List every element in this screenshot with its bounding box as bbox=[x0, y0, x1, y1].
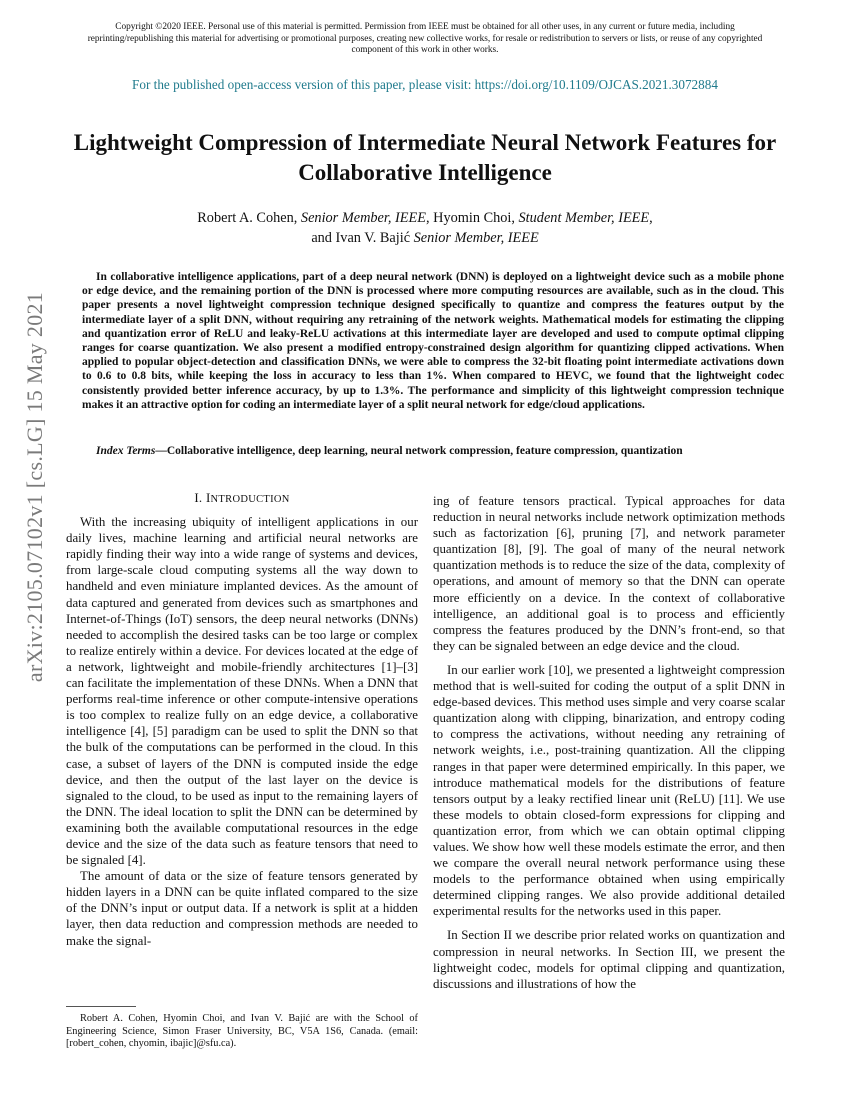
author-affiliation-footnote: Robert A. Cohen, Hyomin Choi, and Ivan V. Bajić are with the School of Engineering Science, Simon Fraser University, BC, V5A 1S6, Canada. (email: [robert_cohen, chyomin, ibajic]@sfu.ca). bbox=[66, 1013, 418, 1050]
author-1-role: Senior Member, IEEE bbox=[300, 210, 426, 226]
author-1-name: Robert A. Cohen, bbox=[197, 210, 301, 226]
paper-title: Lightweight Compression of Intermediate Neural Network Features for Collaborative Intelligence bbox=[73, 130, 777, 185]
right-column bbox=[433, 493, 785, 992]
copyright-notice: Copyright ©2020 IEEE. Personal use of this material is permitted. Permission from IEEE must be obtained for all other uses, in any current or future media, including reprinting/republishing this material for advertising or promotional purposes, creating new collective works, for resale or redistribution to servers or lists, or reuse of any copyrighted component of this work in other works. bbox=[87, 22, 763, 55]
author-2-role: Student Member, IEEE bbox=[518, 210, 650, 226]
index-terms-text: —Collaborative intelligence, deep learning, neural network compression, feature compression, quantization bbox=[155, 445, 683, 457]
section-name: NTRODUCTION bbox=[210, 494, 290, 505]
right-paragraph-3: In Section II we describe prior related works on quantization and compression in neural networks. In Section III, we present the lightweight codec, models for optimal clipping and quantization, discussions and illustrations of how the bbox=[433, 928, 785, 991]
right-paragraph-2: In our earlier work [10], we presented a lightweight compression method that is well-suited for coding the output of a split DNN in edge-based devices. This method uses simple and very coarse scalar quantization along with clipping, binarization, and entropy coding to compress the activations, without needing any retraining of network weights, i.e., post-training quantization. All the clipping ranges in that paper were determined empirically. In this paper, we introduce mathematical models for the distributions of feature tensors output by a leaky rectified linear unit (ReLU) [11]. We use these models to obtain closed-form expressions for clipping and quantization error, from which we can obtain optimal clipping values. We show how well these models estimate the error, and then we compare the overall neural network performance using these models to the performance obtained when using empirically determined clipping ranges. We also provide additional detailed experimental results for the networks used in this paper. bbox=[433, 662, 785, 919]
footnote-divider bbox=[66, 1006, 136, 1007]
author-list bbox=[80, 208, 770, 248]
author-line-1 bbox=[80, 208, 770, 228]
section-numeral: I. I bbox=[194, 491, 211, 505]
intro-paragraph-1: With the increasing ubiquity of intelligent applications in our daily lives, machine learning and artificial neural networks are rapidly finding their way into a wide range of systems and devices, from large-scale cloud computing systems all the way down to handheld and even miniature implanted devices. As the amount of data captured and generated from devices such as smartphones and Internet-of-Things (IoT) sensors, the deep neural networks (DNNs) needed to accomplish the desired tasks can be too large or complex to realize entirely within a device. For devices located at the edge of a network, lightweight and mobile-friendly architectures [1]–[3] can facilitate the implementation of these DNNs. When a DNN that performs real-time inference or other compute-intensive operations is too complex to realize fully on an edge device, a collaborative intelligence [4], [5] paradigm can be used to split the DNN so that the bulk of the computations can be performed in the cloud. In this case, a subset of layers of the DNN is computed inside the edge device, and then the output of the last layer on the device is signaled to the cloud, to be used as input to the remaining layers of the DNN. The ideal location to split the DNN can be determined by examining both the available computational resources in the edge device and the size of the data such as feature tensors that need to be signaled [4]. bbox=[66, 515, 418, 868]
section-heading-introduction bbox=[66, 490, 418, 508]
open-access-notice: For the published open-access version of this paper, please visit: https://doi.org/10.1109/OJCAS.2021.3072884 bbox=[132, 77, 718, 92]
index-terms bbox=[82, 444, 784, 458]
intro-paragraph-2: The amount of data or the size of feature tensors generated by hidden layers in a DNN can be quite inflated compared to the size of the DNN’s input or output data. If a network is split at a hidden layer, then data reduction and compression methods are needed to make the signal- bbox=[66, 869, 418, 948]
author-3-name: and Ivan V. Bajić bbox=[311, 230, 414, 246]
abstract: In collaborative intelligence applications, part of a deep neural network (DNN) is deployed on a lightweight device such as a mobile phone or edge device, and the remaining portion of the DNN is processed where more computing resources are available, such as in the cloud. This paper presents a novel lightweight compression technique designed specifically to quantize and compress the features output by the intermediate layer of a split DNN, without requiring any retraining of the network weights. Mathematical models for estimating the clipping and quantization error of ReLU and leaky-ReLU activations at this intermediate layer are developed and used to compute optimal clipping ranges for coarse quantization. We also present a modified entropy-constrained design algorithm for quantizing clipped activations. When applied to popular object-detection and classification DNNs, we were able to compress the 32-bit floating point intermediate activations down to 0.6 to 0.8 bits, while keeping the loss in accuracy to less than 1%. When compared to HEVC, we found that the lightweight codec consistently provided better inference accuracy, by up to 1.3%. The performance and simplicity of this lightweight compression technique makes it an attractive option for coding an intermediate layer of a split neural network for edge/cloud applications. bbox=[82, 271, 784, 411]
author-2-name: , Hyomin Choi, bbox=[425, 210, 519, 226]
right-paragraph-1: ing of feature tensors practical. Typical approaches for data reduction in neural networks include network optimization methods such as factorization [6], pruning [7], and network parameter quantization [8], [9]. The goal of many of the neural network quantization methods is to reduce the size of the data, complexity of operations, and amount of memory so that the DNN can operate more efficiently on a device. In the context of collaborative intelligence, an additional goal is to process and efficiently compress the features produced by the DNN’s front-end, so that they can be signaled between an edge device and the cloud. bbox=[433, 494, 785, 653]
arxiv-stamp-text: arXiv:2105.07102v1 [cs.LG] 15 May 2021 bbox=[22, 291, 47, 683]
author-line-2 bbox=[80, 228, 770, 248]
author-3-role: Senior Member, IEEE bbox=[413, 230, 539, 246]
left-column bbox=[66, 490, 418, 949]
index-terms-label: Index Terms bbox=[96, 445, 156, 457]
author-separator: , bbox=[649, 210, 653, 226]
arxiv-stamp bbox=[22, 290, 48, 685]
